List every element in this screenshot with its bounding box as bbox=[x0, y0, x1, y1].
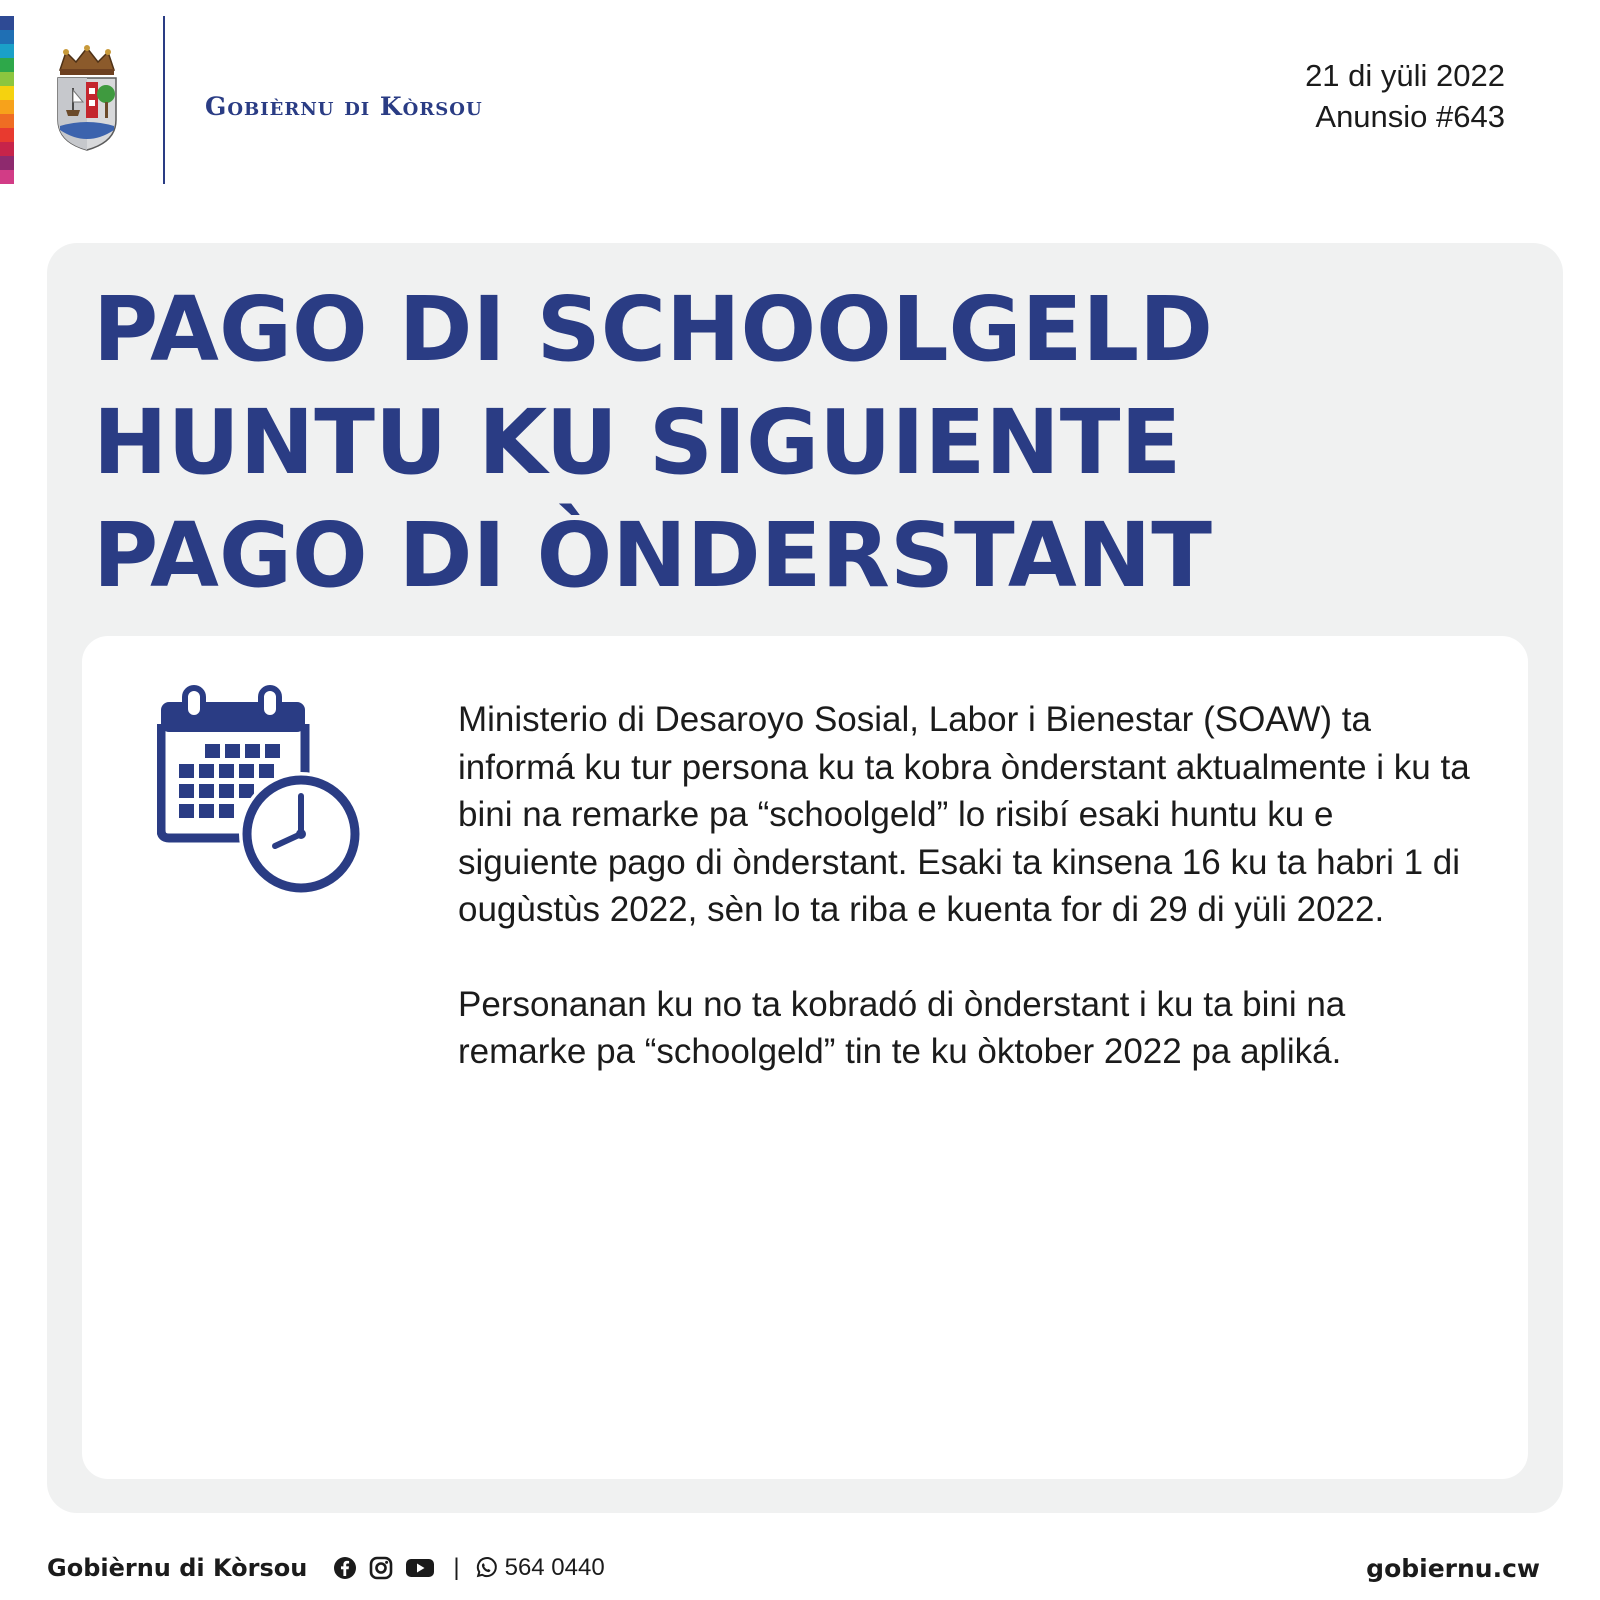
color-strip-segment bbox=[0, 72, 14, 86]
whatsapp-icon bbox=[474, 1556, 498, 1580]
announcement-panel bbox=[47, 243, 1563, 1513]
brand-color-strip bbox=[0, 16, 14, 184]
announcement-date: 21 di yüli 2022 bbox=[1305, 58, 1505, 93]
instagram-icon[interactable] bbox=[369, 1556, 393, 1580]
announcement-body bbox=[458, 696, 1478, 1123]
color-strip-segment bbox=[0, 16, 14, 30]
website-link[interactable]: gobiernu.cw bbox=[1366, 1553, 1540, 1583]
header-divider bbox=[163, 16, 165, 184]
org-name: Gobièrnu di Kòrsou bbox=[205, 92, 483, 121]
color-strip-segment bbox=[0, 30, 14, 44]
footer bbox=[47, 1548, 1540, 1588]
body-paragraph-2: Personanan ku no ta kobradó di ònderstant i ku ta bini na remarke pa “schoolgeld” tin te ku òktober 2022 pa apliká. bbox=[458, 984, 1346, 1071]
title-line-1: PAGO DI SCHOOLGELD bbox=[93, 277, 1213, 381]
color-strip-segment bbox=[0, 114, 14, 128]
page-title bbox=[93, 273, 1213, 612]
crest-icon bbox=[52, 44, 122, 152]
color-strip-segment bbox=[0, 142, 14, 156]
title-line-3: PAGO DI ÒNDERSTANT bbox=[93, 503, 1212, 607]
announcement-meta bbox=[1305, 55, 1505, 137]
facebook-icon[interactable] bbox=[333, 1556, 357, 1580]
announcement-number: Anunsio #643 bbox=[1315, 99, 1505, 134]
footer-separator: | bbox=[453, 1554, 460, 1581]
color-strip-segment bbox=[0, 128, 14, 142]
content-card bbox=[82, 636, 1528, 1479]
social-links bbox=[333, 1556, 435, 1580]
color-strip-segment bbox=[0, 156, 14, 170]
phone-number: 564 0440 bbox=[504, 1554, 605, 1581]
color-strip-segment bbox=[0, 100, 14, 114]
calendar-clock-icon bbox=[157, 684, 371, 898]
whatsapp-contact[interactable] bbox=[474, 1554, 605, 1582]
color-strip-segment bbox=[0, 58, 14, 72]
color-strip-segment bbox=[0, 86, 14, 100]
color-strip-segment bbox=[0, 44, 14, 58]
title-line-2: HUNTU KU SIGUIENTE bbox=[93, 390, 1182, 494]
body-paragraph-1: Ministerio di Desaroyo Sosial, Labor i Bienestar (SOAW) ta informá ku tur persona ku ta kobra ònderstant aktualmente i ku ta bini na remarke pa “schoolgeld” lo risibí esaki huntu ku e siguiente pago di ònderstant. Esaki ta kinsena 16 ku ta habri 1 di ougùstùs 2022, sèn lo ta riba e kuenta for di 29 di yüli 2022. bbox=[458, 700, 1470, 929]
footer-org-name: Gobièrnu di Kòrsou bbox=[47, 1554, 308, 1582]
color-strip-segment bbox=[0, 170, 14, 184]
youtube-icon[interactable] bbox=[405, 1556, 435, 1580]
